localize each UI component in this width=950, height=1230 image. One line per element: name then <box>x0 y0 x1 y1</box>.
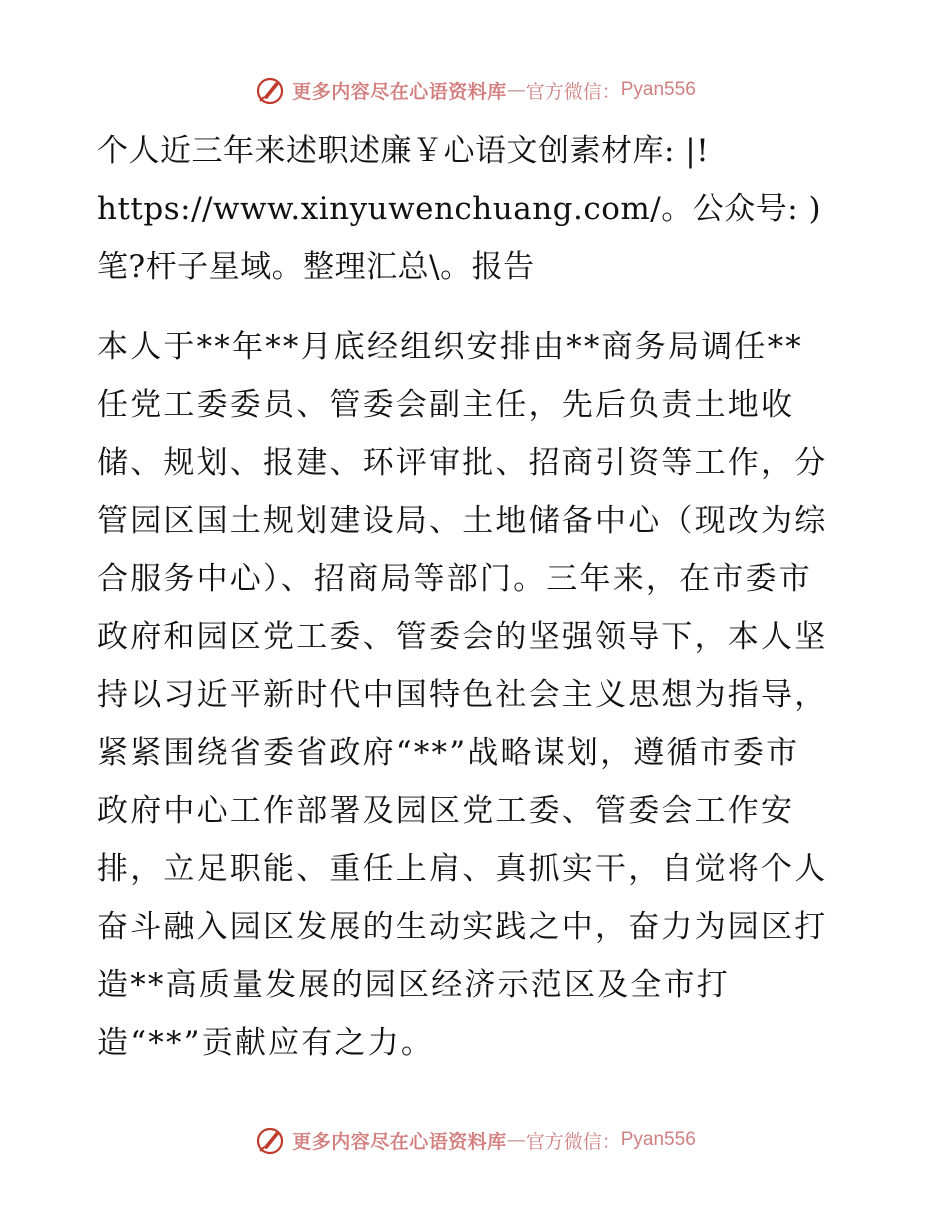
body-line: 持以习近平新时代中国特色社会主义思想为指导， <box>97 677 828 713</box>
body-line: 储、规划、报建、环评审批、招商引资等工作，分 <box>97 445 828 481</box>
watermark-wechat-id: Pyan556 <box>620 79 696 100</box>
body-line: 奋斗融入园区发展的生动实践之中，奋力为园区打 <box>97 909 828 945</box>
document-body-paragraph <box>97 318 857 1072</box>
footer-watermark <box>0 1120 950 1160</box>
watermark-separator: — <box>506 79 526 101</box>
feather-pen-logo-icon <box>254 1124 286 1156</box>
watermark-wechat-label: 官方微信： <box>525 80 621 103</box>
watermark-wechat-id: Pyan556 <box>620 1129 696 1150</box>
title-line: https://www.xinyuwenchuang.com/。公众号: ) <box>97 191 822 227</box>
feather-pen-logo-icon <box>254 74 286 106</box>
header-watermark <box>0 70 950 110</box>
body-line: 政府中心工作部署及园区党工委、管委会工作安 <box>97 793 795 829</box>
body-line: 造**高质量发展的园区经济示范区及全市打 <box>97 967 730 1003</box>
body-line: 政府和园区党工委、管委会的坚强领导下，本人坚 <box>97 619 828 655</box>
title-line: 个人近三年来述职述廉￥心语文创素材库: |! <box>97 133 710 169</box>
watermark-wechat-label: 官方微信： <box>525 1130 621 1153</box>
body-line: 管园区国土规划建设局、土地储备中心（现改为综 <box>97 503 828 539</box>
watermark-separator: — <box>506 1129 526 1151</box>
body-line: 排，立足职能、重任上肩、真抓实干，自觉将个人 <box>97 851 828 887</box>
body-line: 合服务中心）、招商局等部门。三年来，在市委市 <box>97 561 812 597</box>
document-title <box>97 122 857 296</box>
body-line: 紧紧围绕省委省政府“**”战略谋划，遵循市委市 <box>97 735 800 771</box>
body-line: 造“**”贡献应有之力。 <box>97 1025 435 1061</box>
title-line: 笔?杆子星域。整理汇总\。报告 <box>97 249 535 285</box>
body-line: 任党工委委员、管委会副主任，先后负责土地收 <box>97 387 795 423</box>
watermark-main-text: 更多内容尽在心语资料库 <box>292 80 507 103</box>
body-line: 本人于**年**月底经组织安排由**商务局调任** <box>97 329 803 365</box>
watermark-main-text: 更多内容尽在心语资料库 <box>292 1130 507 1153</box>
